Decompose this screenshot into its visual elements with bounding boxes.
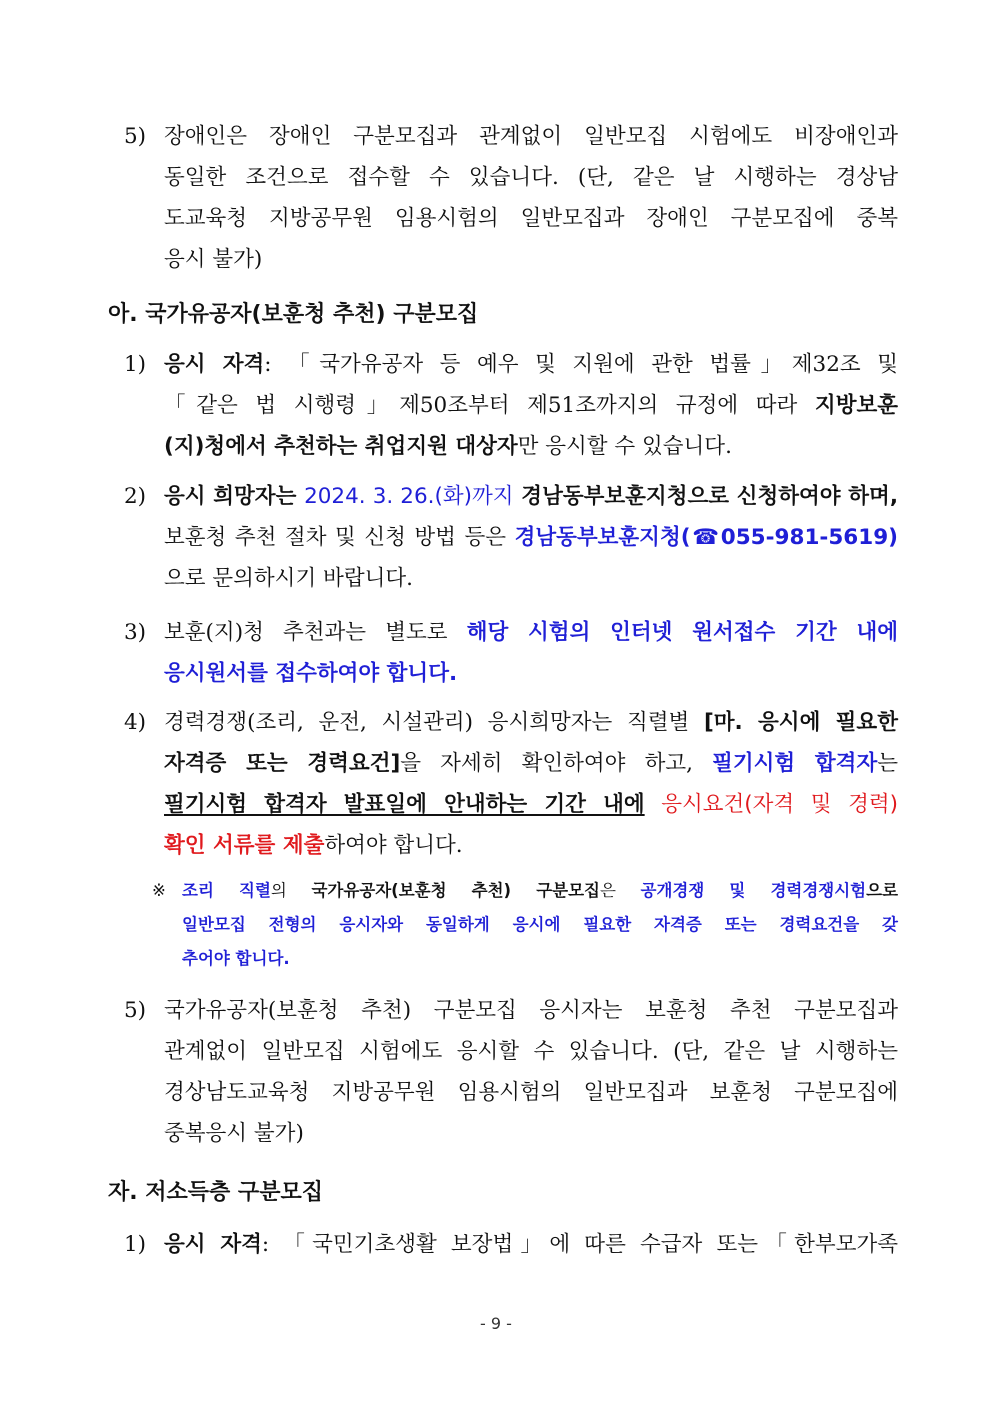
section-heading-low-income: 자. 저소득층 구분모집	[108, 1180, 323, 1205]
bold-run: 응시 희망자는	[164, 484, 305, 509]
paragraph-line: 으로 문의하시기 바랍니다.	[164, 566, 413, 591]
text-run: 을 자세히 확인하여야 하고,	[400, 751, 713, 776]
paragraph-line	[164, 344, 898, 385]
paragraph-line	[164, 517, 898, 558]
paragraph-line	[164, 476, 898, 517]
paragraph-line	[164, 612, 898, 653]
blue-bold-run: 조리 직렬	[182, 881, 271, 900]
blue-bold-run: 응시원서를 접수하여야 합니다.	[164, 661, 458, 686]
bold-run: 국가유공자(보훈청 추천) 구분모집	[311, 881, 600, 900]
paragraph-line	[164, 426, 898, 467]
bold-run: 지방보훈	[814, 393, 898, 418]
red-bold-run: 확인 서류를 제출	[164, 833, 325, 858]
item-number: 1)	[124, 352, 147, 377]
bold-run: (지)청에서 추천하는 취업지원 대상자	[164, 434, 518, 459]
item-number: 2)	[124, 484, 147, 509]
page-number: - 9 -	[480, 1314, 512, 1333]
paragraph-line: 국가유공자(보훈청 추천) 구분모집 응시자는 보훈청 추천 구분모집과	[164, 998, 898, 1023]
text-run: 만 응시할 수 있습니다.	[517, 434, 732, 459]
section-heading-veterans: 아. 국가유공자(보훈청 추천) 구분모집	[108, 302, 479, 327]
item-number: 4)	[124, 710, 147, 735]
text-run: 의	[270, 881, 312, 900]
text-run: 보훈(지)청 추천과는 별도로	[164, 620, 467, 645]
text-run: 보훈청 추천 절차 및 신청 방법 등은	[164, 525, 515, 550]
paragraph-line: 응시 불가)	[164, 247, 263, 272]
note-line	[182, 908, 898, 942]
item-number: 5)	[124, 124, 147, 149]
text-run: 은	[599, 881, 641, 900]
text-run: 는	[877, 751, 898, 776]
text-run: 「국가유공자 등 예우 및 지원에 관한 법률」제32조 및	[271, 352, 898, 377]
bold-run: [마. 응시에 필요한	[703, 710, 898, 735]
paragraph-line	[164, 825, 898, 866]
blue-bold-run: 필기시험 합격자	[712, 751, 878, 776]
deadline-date: 2024. 3. 26.(화)까지	[304, 484, 514, 509]
text-run: 경력경쟁(조리, 운전, 시설관리) 응시희망자는 직렬별	[164, 710, 704, 735]
underlined-bold-run: 필기시험 합격자 발표일에 안내하는 기간 내에	[164, 792, 645, 817]
item-number: 1)	[124, 1232, 147, 1257]
paragraph-line: 동일한 조건으로 접수할 수 있습니다. (단, 같은 날 시행하는 경상남	[164, 165, 898, 190]
note-line	[182, 942, 898, 976]
paragraph-line	[164, 1224, 898, 1265]
blue-bold-run: 일반모집 전형의 응시자와 동일하게 응시에 필요한 자격증 또는 경력요건을 갖	[182, 915, 898, 934]
paragraph-line: 도교육청 지방공무원 임용시험의 일반모집과 장애인 구분모집에 중복	[164, 206, 898, 231]
paragraph-line	[164, 784, 898, 825]
paragraph-line	[164, 385, 898, 426]
blue-bold-run: 추어야 합니다.	[182, 949, 290, 968]
bold-run: 으로	[866, 881, 899, 900]
bold-run: 경남동부보훈지청으로 신청하여야 하며,	[513, 484, 898, 509]
paragraph-line: 경상남도교육청 지방공무원 임용시험의 일반모집과 보훈청 구분모집에	[164, 1080, 898, 1105]
label-eligibility: 응시 자격	[164, 352, 265, 377]
paragraph-line	[164, 702, 898, 743]
paragraph-line	[164, 743, 898, 784]
bold-run: 자격증 또는 경력요건]	[164, 751, 401, 776]
paragraph-line: 중복응시 불가)	[164, 1121, 304, 1146]
paragraph-line	[164, 653, 898, 694]
label-eligibility: 응시 자격	[164, 1232, 262, 1257]
text-run: 「같은 법 시행령」제50조부터 제51조까지의 규정에 따라	[164, 393, 815, 418]
note-line	[182, 874, 898, 908]
red-run: 응시요건(자격 및 경력)	[644, 792, 898, 817]
reference-mark: ※	[152, 881, 166, 900]
blue-bold-run: 해당 시험의 인터넷 원서접수 기간 내에	[466, 620, 898, 645]
paragraph-line: 관계없이 일반모집 시험에도 응시할 수 있습니다. (단, 같은 날 시행하는	[164, 1039, 898, 1064]
colon: :	[264, 352, 272, 377]
blue-bold-run: 공개경쟁 및 경력경쟁시험	[640, 881, 867, 900]
text-run: 「국민기초생활 보장법」에 따른 수급자 또는「한부모가족	[283, 1232, 898, 1257]
contact-phone: 경남동부보훈지청(☎055-981-5619)	[514, 525, 899, 550]
item-number: 5)	[124, 998, 147, 1023]
item-number: 3)	[124, 620, 147, 645]
paragraph-line: 장애인은 장애인 구분모집과 관계없이 일반모집 시험에도 비장애인과	[164, 124, 898, 149]
text-run: 하여야 합니다.	[324, 833, 463, 858]
colon: :	[261, 1232, 270, 1257]
